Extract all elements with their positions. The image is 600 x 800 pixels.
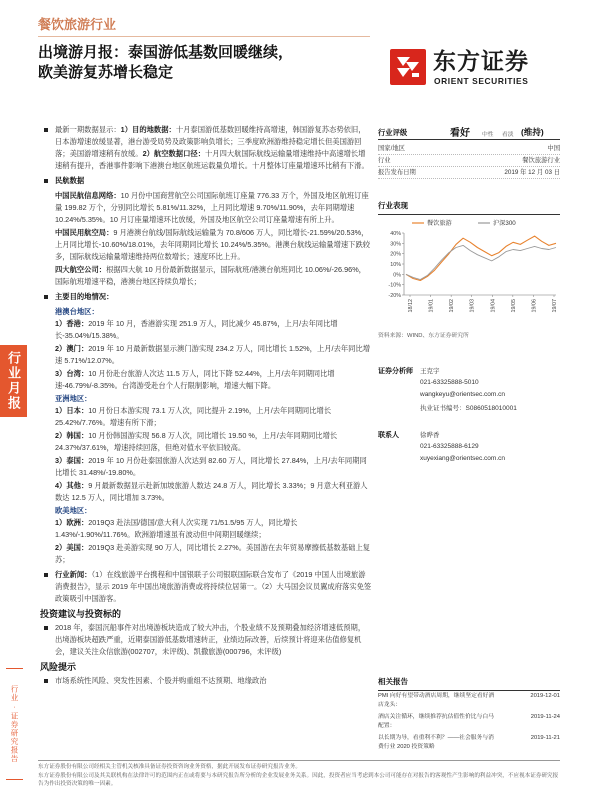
destination-label: 2）美国： — [55, 543, 89, 552]
report-body — [40, 124, 372, 690]
destination-label: 1）香港： — [55, 319, 89, 328]
industry-rating — [378, 124, 560, 140]
related-report-date: 2019-12-01 — [530, 693, 560, 699]
destination-text: 10 月份日本游实现 73.1 万人次，同比提升 2.19%，上月/去年同期同比增长 25.42%/7.76%。增速有所下滑； — [55, 406, 332, 427]
destination-label: 1）欧洲： — [55, 518, 89, 527]
contact-phone: 021-63325888-6129 — [420, 443, 479, 450]
destination-text: 2019 年 10 月，香港游实现 251.9 万人，同比减少 45.87%，上月/去年同比增长-35.04%/15.38%。 — [55, 319, 338, 340]
summary-aviation-text: 十月四大航国际航线运输量增速维持中高速增长增速稍有提升，香港事件影响下港澳台地区航班运载量负增长。十月整体订座量增速环比稍有下滑。 — [55, 149, 369, 170]
footer-disclaimer — [38, 763, 560, 789]
analyst-block — [378, 366, 560, 416]
related-report-date: 2019-11-24 — [530, 714, 560, 720]
y-tick-label: 20% — [390, 251, 401, 258]
meta-value: 中国 — [547, 145, 560, 152]
aviation-item-label: 中国民用航空局： — [55, 228, 114, 237]
destination-label: 4）其他： — [55, 481, 89, 490]
y-tick-label: -20% — [388, 293, 401, 299]
legend-label: 沪深300 — [493, 220, 516, 227]
destination-item — [40, 542, 372, 566]
legend-label: 餐饮旅游 — [427, 220, 452, 227]
y-tick-label: 0% — [393, 272, 401, 279]
meta-key: 行业 — [378, 157, 391, 164]
meta-row — [378, 143, 560, 155]
report-title-line-1: 出境游月报：泰国游低基数回暖继续， — [38, 44, 294, 61]
related-reports-list — [378, 692, 560, 755]
footer-line-2: 东方证券股份有限公司及其关联机构在法律许可的范围内正在或将要与本研究报告所分析的企业发展业务关系。因此，投资者应当考虑到本公司可能存在对报告的客观性产生影响的利益冲突，不应视本证券研究报告为作出投资决策的唯一因素。 — [38, 772, 559, 788]
x-tick-label: 19/06 — [531, 299, 538, 313]
analyst-email: wangkeyu@orientsec.com.cn — [420, 391, 505, 398]
destination-item — [40, 517, 372, 541]
meta-value: 餐饮旅游行业 — [522, 157, 560, 164]
related-report-item — [378, 692, 560, 713]
summary-intro: 最新一期数据显示： — [55, 125, 121, 134]
logo-name-en: ORIENT SECURITIES — [434, 76, 529, 86]
summary-aviation-label: 2）航空数据口径： — [142, 149, 205, 158]
contact-email: xuyexiang@orientsec.com.cn — [420, 455, 505, 462]
x-tick-label: 19/01 — [428, 299, 435, 313]
rating-neutral: 中性 — [482, 132, 494, 138]
report-title — [38, 43, 378, 83]
aviation-item-text: 9 月港澳台航线/国际航线运输量为 70.8/606 万人，同比增长-21.59%/20.53%，上月同比增长-10.60%/18.01%，去年同期同比增长 10.24%/5.35%。港澳台航线运输量增速下跌较多，国际航线运输量增速维持两位数增长；速度环比上升。 — [55, 228, 371, 261]
destination-item — [40, 368, 372, 392]
destination-label: 1）日本： — [55, 406, 89, 415]
analyst-phone: 021-63325888-5010 — [420, 379, 479, 386]
aviation-item-label: 中国民航信息网络： — [55, 191, 121, 200]
summary-bullet — [40, 124, 372, 172]
risk-bullet: 市场系统性风险、突发性因素、个股并购重组不达预期、地缘政治 — [40, 675, 372, 687]
logo-name-cn: 东方证券 — [433, 48, 529, 74]
rating-current: 看好 — [450, 128, 470, 139]
destination-text: 9 月最新数据显示赴新加坡旅游人数达 24.8 万人，同比增长 3.33%；9 月意大利亚游人数达 12.5 万人，同比增加 3.73%。 — [55, 481, 368, 502]
region-heading: 欧美地区： — [55, 506, 92, 515]
y-tick-label: -10% — [388, 282, 401, 289]
y-tick-label: 30% — [390, 241, 401, 248]
x-tick-label: 19/02 — [449, 299, 456, 313]
x-tick-label: 18/12 — [408, 299, 414, 313]
x-tick-label: 19/03 — [469, 299, 476, 313]
region-heading: 港澳台地区： — [55, 307, 99, 316]
destination-item — [40, 343, 372, 367]
footer-line-1: 东方证券股份有限公司经相关主管机关核准具备证券投资咨询业务资格，据此开展发布证券研究报告业务。 — [38, 764, 301, 770]
analyst-label: 证券分析师 — [378, 368, 413, 375]
destination-text: 2019 年 10 月最新数据显示澳门游实现 234.2 万人，同比增长 1.52%，上月/去年同比增速 5.71%/12.07%。 — [55, 344, 371, 365]
industry-news-label: 行业新闻： — [55, 570, 92, 579]
investment-heading: 投资建议与投资标的 — [40, 609, 122, 619]
chart-source: 资料来源：WIND、东方证券研究所 — [378, 333, 469, 339]
summary-destination-text: 十月泰国游低基数回暖维持高增速，韩国游复苏态势依旧，日本游增速放缓显著，港台游受局势及政策影响负增长；三季度欧洲游维持稳定增长但美国游回落；美国游增速稍有放缓。 — [55, 125, 366, 158]
rating-status: (维持) — [521, 127, 544, 137]
destination-item — [40, 480, 372, 504]
aviation-heading: 民航数据 — [40, 175, 372, 187]
meta-row — [378, 167, 560, 179]
related-reports-heading: 相关报告 — [378, 676, 560, 691]
aviation-item-text: 根据四大航 10 月份最新数据显示，国际航班/港澳台航班同比 10.06%/-26.96%，国际航班增速平稳，港澳台地区持续负增长； — [55, 265, 366, 286]
contact-block — [378, 430, 560, 468]
orient-logo-mark-icon — [390, 49, 426, 85]
header-divider — [38, 36, 370, 37]
destination-text: 2019 年 10 月份赴泰国旅游人次达到 82.60 万人，同比增长 27.84%，上月/去年同期同比增长 31.48%/-19.80%。 — [55, 456, 367, 477]
industry-label: 餐饮旅游行业 — [38, 17, 117, 32]
destination-label: 3）泰国： — [55, 456, 89, 465]
aviation-item — [40, 227, 372, 263]
rating-label: 行业评级 — [378, 128, 408, 137]
meta-value: 2019 年 12 月 03 日 — [504, 169, 560, 176]
risk-heading: 风险提示 — [40, 662, 77, 672]
industry-news-text: （1）在线旅游平台携程和中国银联子公司银联国际联合发布了《2019 中国人出境旅游消费报告》，显示 2019 年中国出境旅游消费或将持续位居第一。（2）大马国会议员翼成府落实免签政策吸引中国游客。 — [55, 570, 372, 603]
analyst-name: 王克宇 — [420, 368, 440, 375]
destinations-heading: 主要目的地情况： — [40, 291, 372, 303]
orient-securities-logo — [390, 47, 562, 91]
contact-name: 徐晔香 — [420, 432, 440, 439]
rating-negative: 看淡 — [502, 132, 514, 138]
related-report-item — [378, 713, 560, 734]
destination-item — [40, 455, 372, 479]
summary-destination-label: 1）目的地数据： — [120, 125, 176, 134]
x-tick-label: 19/07 — [552, 299, 558, 313]
report-title-line-2: 欧美游复苏增长稳定 — [38, 64, 174, 81]
destination-label: 2）韩国： — [55, 431, 89, 440]
related-report-title: 酒店关注循环，继续推荐抗估值性价比与白马配置： — [378, 714, 494, 729]
meta-row — [378, 155, 560, 167]
performance-chart — [378, 216, 560, 326]
y-tick-label: 40% — [390, 231, 401, 237]
analyst-cert: 执业证书编号：S0860518010001 — [420, 405, 517, 412]
destination-text: 2019Q3 赴法国/德国/意大利人次实现 71/51.5/95 万人，同比增长 1.43%/-1.90%/11.76%。欧洲游增速虽有波动但中间期回暖继续； — [55, 518, 298, 539]
series-line-index — [406, 245, 556, 279]
investment-bullet: 2018 年，泰国沉船事件对出境游板块造成了较大冲击，个股业绩不及预期叠加经济增速低预期，出境游板块超跌严重，近期泰国游低基数增速转正，业绩边际改善，后续预计将迎来估值修复机会，建议关注众信旅游(002707，未评级)、凯撒旅游(000796，未评级) — [40, 622, 372, 658]
y-tick-label: 10% — [390, 262, 401, 268]
report-meta-table — [378, 143, 560, 179]
destination-label: 3）台湾： — [55, 369, 89, 378]
x-tick-label: 19/05 — [510, 299, 517, 313]
related-report-title: 以长期为导，看重利不利？——社会服务与消费行业 2020 投资策略 — [378, 735, 494, 750]
industry-news-bullet — [40, 569, 372, 605]
region-heading: 亚洲地区： — [55, 394, 92, 403]
x-tick-label: 19/04 — [490, 299, 497, 313]
meta-key: 报告发布日期 — [378, 169, 416, 176]
report-type-tab: 行业月报 — [0, 345, 27, 417]
aviation-item-label: 四大航空公司： — [55, 265, 107, 274]
related-report-item — [378, 734, 560, 755]
contact-label: 联系人 — [378, 432, 399, 439]
aviation-item — [40, 190, 372, 226]
destination-item — [40, 430, 372, 454]
destination-text: 10 月份韩国游实现 56.8 万人次，同比增长 19.50 %，上月/去年同期同比增长 24.37%/37.61%，增速持续回落，但绝对值水平依旧较高。 — [55, 431, 338, 452]
related-report-title: PMI 向好有望带动酒店周期，继续坚定看好酒店龙头： — [378, 693, 495, 708]
aviation-item — [40, 264, 372, 288]
destination-text: 2019Q3 赴美游实现 90 万人，同比增长 2.27%。美国游在去年贸易摩擦低基数基础上复苏； — [55, 543, 371, 564]
performance-heading: 行业表现 — [378, 200, 560, 215]
report-category-label: 行业·证券研究报告 — [6, 668, 23, 780]
destination-label: 2）澳门： — [55, 344, 89, 353]
destination-item — [40, 318, 372, 342]
related-report-date: 2019-11-21 — [530, 735, 560, 741]
destination-text: 10 月份赴台旅游人次达 11.5 万人，同比下降 52.44%，上月/去年同期同比增速-46.79%/-8.35%。台湾游受赴台个人行限制影响，增速大幅下降。 — [55, 369, 335, 390]
destination-item — [40, 405, 372, 429]
aviation-item-text: 10 月份中国商营航空公司国际航班订座量 776.33 万个，外国及地区航班订座量 199.82 万个，分别同比增长 5.81%/11.32%，上月同比增速 9.70%/11.90%，去年同期增速 10.24%/5.35%。10 月订座量增速环比放缓，外国及地区航空公司订座量增速有所上升。 — [55, 191, 369, 224]
footer-divider — [38, 760, 560, 761]
meta-key: 国家/地区 — [378, 145, 405, 152]
